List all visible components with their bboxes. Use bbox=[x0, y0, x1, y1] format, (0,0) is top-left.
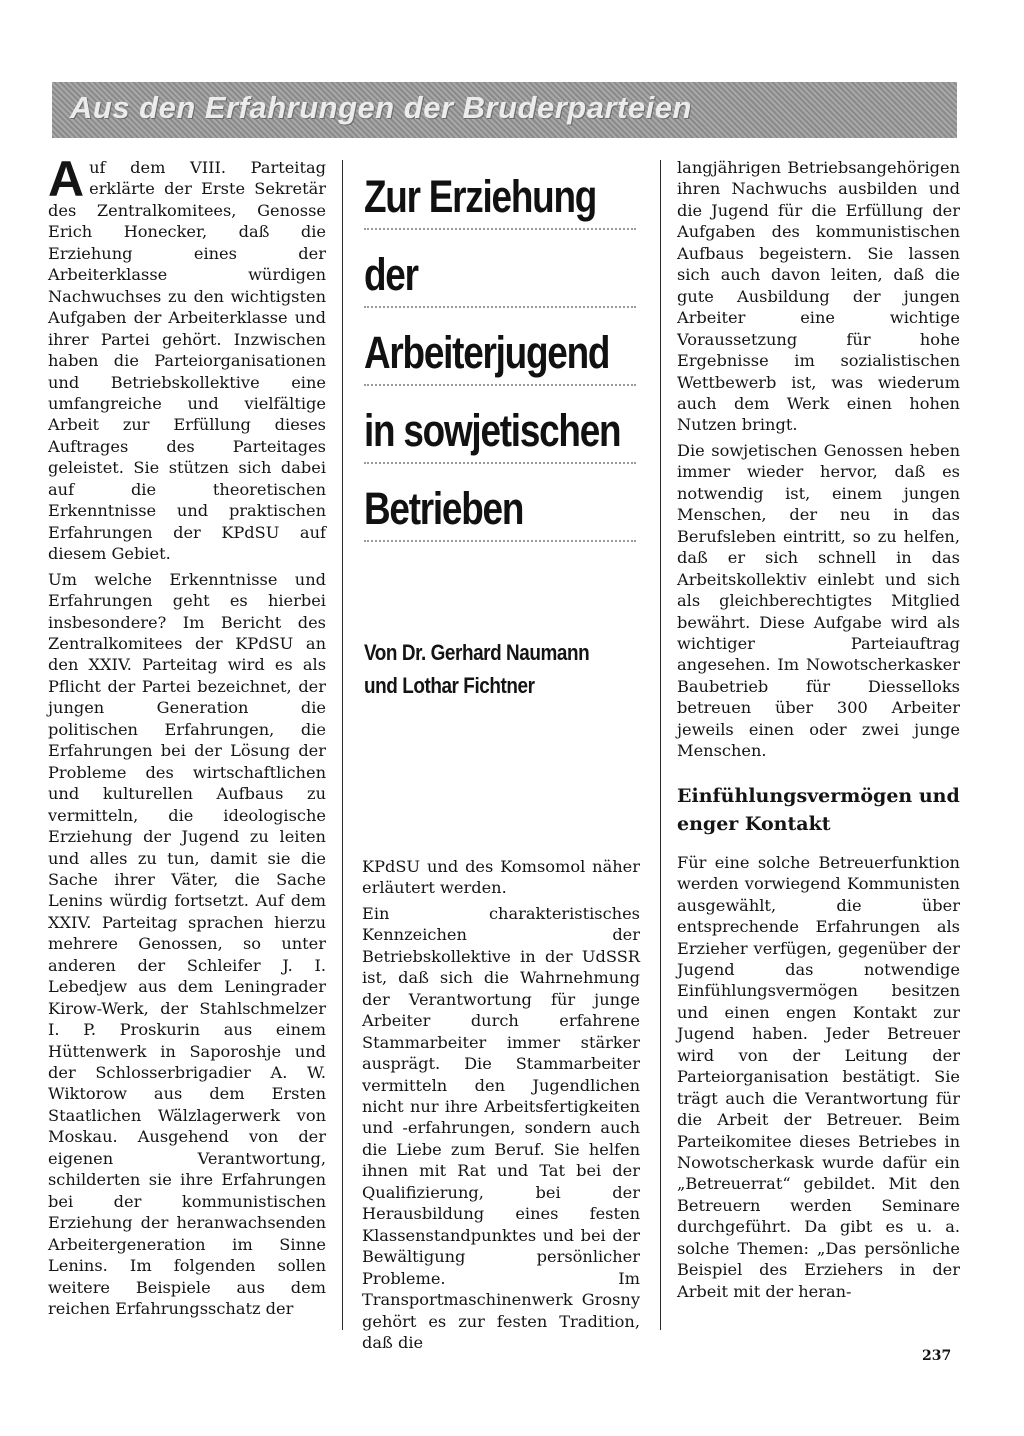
column-divider-right bbox=[660, 160, 661, 1330]
author-line-1: Von Dr. Gerhard Naumann bbox=[364, 640, 590, 665]
page-number: 237 bbox=[922, 1348, 952, 1364]
column-1-paragraph-2: Um welche Erkenntnisse und Erfahrungen geht es hierbei insbesondere? Im Bericht des Zentralkomitees der KPdSU an den XXIV. Parteitag wird es als Pflicht der Partei bezeichnet, der jungen Generation die politischen Erfahrungen, die Erfahrungen bei der Lösung der Probleme des wirtschaftlichen und kulturellen Aufbaus zu vermitteln, die ideologische Erziehung der Jugend zu leiten und alles zu tun, damit sie die Sache ihrer Väter, die Sache Lenins würdig fortsetzt. Auf dem XXIV. Parteitag sprachen hierzu mehrere Genossen, so unter anderen der Schleifer J. I. Lebedjew aus dem Leningrader Kirow-Werk, der Stahlschmelzer I. P. Proskurin aus einem Hüttenwerk in Saporoshje und der Schlosserbrigadier A. W. Wiktorow aus dem Ersten Staatlichen Wälzlagerwerk von Moskau. Ausgehend von der eigenen Verantwortung, schilderten sie ihre Erfahrungen bei der kommunistischen Erziehung der heranwachsenden Arbeitergeneration im Sinne Lenins. Im folgenden sollen weitere Beispiele aus dem reichen Erfahrungsschatz der bbox=[48, 569, 326, 1319]
intro-paragraph bbox=[48, 151, 326, 565]
title-line-4: in sowjetischen bbox=[364, 405, 621, 456]
title-divider bbox=[364, 384, 636, 386]
title-divider bbox=[364, 228, 636, 230]
title-line-2: der bbox=[364, 249, 418, 300]
column-1 bbox=[48, 151, 326, 1319]
article-authors bbox=[364, 636, 613, 702]
title-divider bbox=[364, 540, 636, 542]
section-subheading: Einfühlungsvermögen und enger Kontakt bbox=[677, 784, 960, 835]
intro-paragraph-text: uf dem VIII. Parteitag erklärte der Erste Sekretär des Zentralkomitees, Genosse Erich Honecker, daß die Erziehung eines der Arbeiterklasse würdigen Nachwuchses zu den wichtigsten Aufgaben der Arbeiterklasse und ihrer Partei gehört. Inzwischen haben die Parteiorganisationen und Betriebskollektive eine umfangreiche und vielfältige Arbeit zur Erfüllung dieses Auftrages des Parteitages geleistet. Sie stützen sich dabei auf die theoretischen Erkenntnisse und praktischen Erfahrungen der KPdSU auf diesem Gebiet. bbox=[48, 158, 326, 564]
title-line-3: Arbeiterjugend bbox=[364, 327, 610, 378]
title-divider bbox=[364, 462, 636, 464]
column-3-paragraph-1: langjährigen Betriebsangehörigen ihren Nachwuchs ausbilden und die Jugend für die Erfüllung der Aufgaben des kommunistischen Aufbaus begeistern. Sie lassen sich auch davon leiten, daß die gute Ausbildung der jungen Arbeiter eine wichtige Voraussetzung für hohe Ergebnisse im sozialistischen Wettbewerb ist, was wiederum auch dem Werk einen hohen Nutzen bringt. bbox=[677, 158, 960, 435]
title-line-5: Betrieben bbox=[364, 483, 524, 534]
column-3-paragraph-3: Für eine solche Betreuerfunktion werden vorwiegend Kommunisten ausgewählt, die über entsprechende Erfahrungen als Erzieher verfügen, gegenüber der Jugend das notwendige Einfühlungsvermögen besitzen und einen engen Kontakt zur Jugend haben. Jeder Betreuer wird von der Leitung der Parteiorganisation bestätigt. Sie trägt auch die Verantwortung für die Arbeit der Betreuer. Beim Parteikomitee dieses Betriebes in Nowotscherkask wurde dafür ein „Betreuerrat“ gebildet. Mit den Betreuern werden Seminare durchgeführt. Da gibt es u. a. solche Themen: „Das persönliche Beispiel des Erziehers in der Arbeit mit der heran- bbox=[677, 852, 960, 1301]
column-divider-left bbox=[342, 160, 343, 1330]
column-3 bbox=[677, 157, 960, 1302]
title-divider bbox=[364, 306, 636, 308]
column-2-paragraph-1: KPdSU und des Komsomol näher erläutert werden. bbox=[362, 857, 640, 898]
article-title bbox=[364, 172, 644, 562]
column-2 bbox=[362, 856, 640, 1353]
author-line-2: und Lothar Fichtner bbox=[364, 673, 535, 698]
column-2-paragraph-2: Ein charakteristisches Kennzeichen der Betriebskollektive in der UdSSR ist, daß sich die Wahrnehmung der Verantwortung für junge Arbeiter durch erfahrene Stammarbeiter immer stärker ausprägt. Die Stammarbeiter vermitteln den Jugendlichen nicht nur ihre Arbeitsfertigkeiten und -erfahrungen, sondern auch die Liebe zum Beruf. Sie helfen ihnen mit Rat und Tat bei der Qualifizierung, bei der Herausbildung eines festen Klassenstandpunktes und bei der Bewältigung persönlicher Probleme. Im Transportmaschinenwerk Grosny gehört es zur festen Tradition, daß die bbox=[362, 903, 640, 1352]
column-3-paragraph-2: Die sowjetischen Genossen heben immer wieder hervor, daß es notwendig ist, einem jungen Menschen, der neu in das Berufsleben eintritt, so zu helfen, daß er sich schnell in das Arbeitskollektiv einlebt und sich als gleichberechtigtes Mitglied bewährt. Diese Aufgabe wird als wichtiger Parteiauftrag angesehen. Im Nowotscherkasker Baubetrieb für Diesselloks betreuen über 300 Arbeiter jeweils einen oder zwei junge Menschen. bbox=[677, 440, 960, 761]
section-banner bbox=[52, 82, 957, 138]
section-banner-text: Aus den Erfahrungen der Bruderparteien bbox=[70, 90, 692, 125]
title-line-1: Zur Erziehung bbox=[364, 171, 597, 222]
drop-cap: A bbox=[48, 151, 85, 207]
